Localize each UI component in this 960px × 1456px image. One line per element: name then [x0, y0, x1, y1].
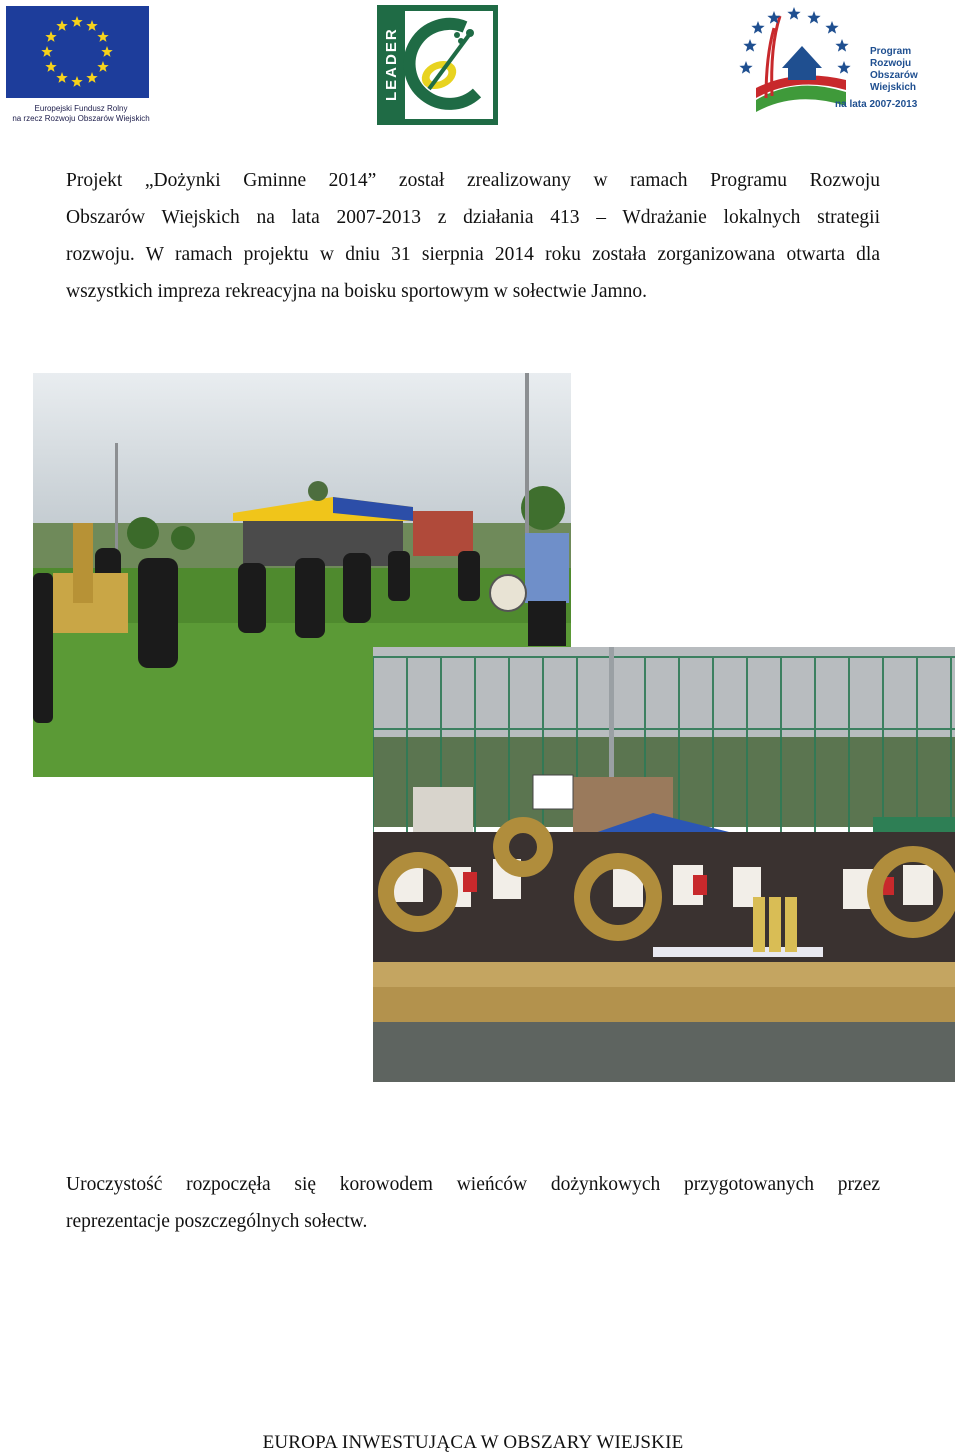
intro-line: Obszarów Wiejskich na lata 2007-2013 z działania 413 – Wdrażanie lokalnych strategii: [66, 207, 880, 228]
prow-star-icon: [739, 61, 752, 74]
eu-star-icon: [86, 72, 97, 83]
closing-line: reprezentacje poszczególnych sołectw.: [66, 1211, 368, 1232]
prow-text-line3: Obszarów: [870, 70, 918, 81]
prow-star-icon: [807, 11, 820, 24]
eu-stars-icon: [6, 6, 149, 98]
intro-paragraph: [66, 162, 880, 310]
eu-star-icon: [56, 20, 67, 31]
prow-star-icon: [825, 21, 838, 34]
eu-star-icon: [45, 31, 56, 42]
eu-flag: [6, 6, 149, 98]
intro-line: wszystkich impreza rekreacyjna na boisku sportowym w sołectwie Jamno.: [66, 281, 648, 302]
closing-paragraph: [66, 1166, 880, 1240]
prow-years: na lata 2007-2013: [835, 99, 918, 110]
intro-line: Projekt „Dożynki Gminne 2014” został zrealizowany w ramach Programu Rozwoju: [66, 170, 880, 191]
eu-star-icon: [86, 20, 97, 31]
prow-star-icon: [743, 39, 756, 52]
eu-star-icon: [56, 72, 67, 83]
eu-star-icon: [101, 46, 112, 57]
prow-star-icon: [751, 21, 764, 34]
eu-star-icon: [97, 61, 108, 72]
eu-logo: [6, 6, 149, 124]
prow-star-icon: [835, 39, 848, 52]
eu-star-icon: [45, 61, 56, 72]
prow-text-line2: Rozwoju: [870, 58, 912, 69]
eu-star-icon: [71, 16, 82, 27]
photo-harvest-wreaths: [373, 647, 955, 1082]
leader-logo: [377, 5, 498, 125]
eu-caption-line2: na rzecz Rozwoju Obszarów Wiejskich: [12, 114, 150, 123]
closing-line: Uroczystość rozpoczęła się korowodem wieńców dożynkowych przygotowanych przez: [66, 1174, 880, 1195]
eu-star-icon: [41, 46, 52, 57]
prow-text-line1: Program: [870, 46, 912, 57]
eu-caption-line1: Europejski Fundusz Rolny: [34, 104, 128, 113]
prow-logo: [736, 6, 922, 124]
intro-line: rozwoju. W ramach projektu w dniu 31 sierpnia 2014 roku została zorganizowana otwarta dla: [66, 244, 880, 265]
eu-star-icon: [71, 76, 82, 87]
prow-star-icon: [837, 61, 850, 74]
eu-star-icon: [97, 31, 108, 42]
prow-text-line4: Wiejskich: [870, 82, 917, 93]
prow-star-icon: [787, 7, 800, 20]
leader-logo-text: LEADER: [383, 27, 400, 101]
footer-slogan: EUROPA INWESTUJĄCA W OBSZARY WIEJSKIE: [262, 1432, 684, 1453]
